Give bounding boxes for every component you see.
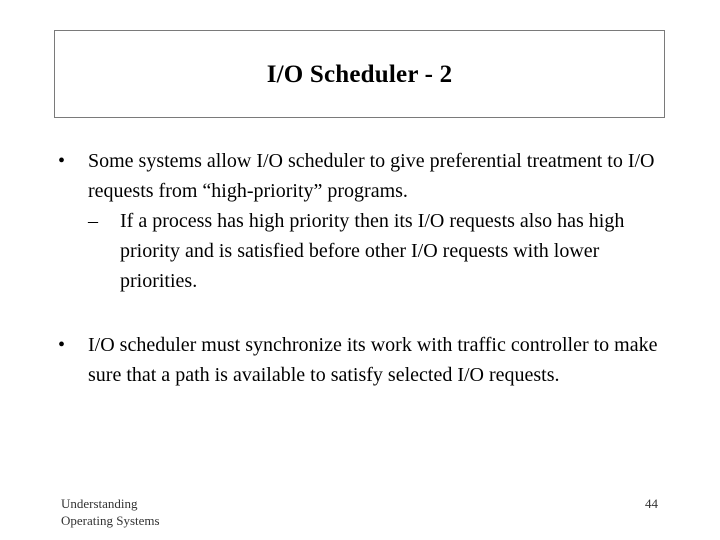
bullet-marker: •: [58, 150, 66, 172]
title-box: [54, 30, 665, 118]
bullet-item: [58, 330, 668, 390]
footer-line-2: Operating Systems: [61, 513, 160, 528]
bullet-marker: •: [58, 334, 66, 356]
bullet-text: Some systems allow I/O scheduler to give preferential treatment to I/O requests from “high-priority” programs.: [88, 150, 655, 202]
footer-line-1: Understanding: [61, 496, 138, 511]
sub-bullet-marker: –: [88, 210, 98, 232]
bullet-text: I/O scheduler must synchronize its work with traffic controller to make sure that a path is available to satisfy selected I/O requests.: [88, 334, 658, 386]
spacer: [58, 296, 668, 330]
footer-book-title: [61, 495, 160, 529]
bullet-item: [58, 146, 668, 206]
sub-bullet-item: [58, 206, 668, 296]
slide-title: I/O Scheduler - 2: [266, 61, 453, 88]
page-number: 44: [645, 496, 658, 511]
slide-content: [58, 146, 668, 390]
sub-bullet-text: If a process has high priority then its I/O requests also has high priority and is satisfied before other I/O requests with lower priorities.: [120, 210, 625, 292]
